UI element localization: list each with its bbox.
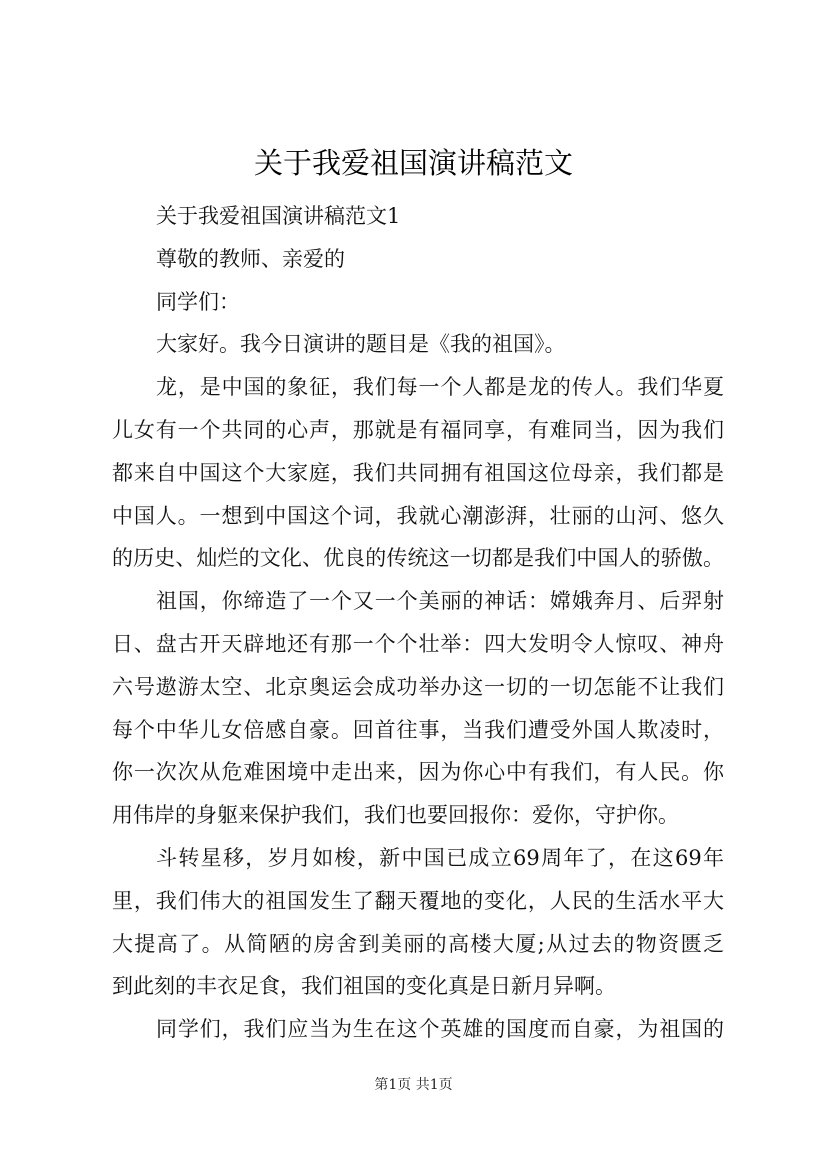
document-body [112,195,724,1051]
body-line-greeting: 大家好。我今日演讲的题目是《我的祖国》。 [156,332,566,357]
body-line: 里，我们伟大的祖国发生了翻天覆地的变化，人民的生活水平大 [112,888,724,913]
body-line: 的历史、灿烂的文化、优良的传统这一切都是我们中国人的骄傲。 [112,546,724,571]
body-line: 同学们，我们应当为生在这个英雄的国度而自豪，为祖国的 [156,1017,724,1042]
body-line: 儿女有一个共同的心声，那就是有福同享，有难同当，因为我们 [112,417,724,442]
body-line: 斗转星移，岁月如梭，新中国已成立69周年了，在这69年 [156,845,724,870]
document-title: 关于我爱祖国演讲稿范文 [253,146,573,180]
body-line-salutation: 尊敬的教师、亲爱的 [156,246,345,271]
body-line: 你一次次从危难困境中走出来，因为你心中有我们，有人民。你 [112,760,724,785]
body-line: 中国人。一想到中国这个词，我就心潮澎湃，壮丽的山河、悠久 [112,503,724,528]
body-line: 六号遨游太空、北京奥运会成功举办这一切的一切怎能不让我们 [112,674,724,699]
body-line-salutation-cont: 同学们： [156,289,240,314]
body-line: 都来自中国这个大家庭，我们共同拥有祖国这位母亲，我们都是 [112,460,724,485]
body-line: 到此刻的丰衣足食，我们祖国的变化真是日新月异啊。 [112,974,616,999]
page-footer: 第1页 共1页 [374,1077,453,1093]
body-line: 日、盘古开天辟地还有那一个个壮举：四大发明令人惊叹、神舟 [112,631,724,656]
body-line: 龙，是中国的象征，我们每一个人都是龙的传人。我们华夏 [156,375,724,400]
body-line: 用伟岸的身躯来保护我们，我们也要回报你：爱你，守护你。 [112,803,679,828]
body-line: 祖国，你缔造了一个又一个美丽的神话：嫦娥奔月、后羿射 [156,589,724,614]
body-line-subtitle: 关于我爱祖国演讲稿范文1 [156,204,401,228]
body-line: 大提高了。从简陋的房舍到美丽的高楼大厦;从过去的物资匮乏 [112,931,724,956]
body-line: 每个中华儿女倍感自豪。回首往事，当我们遭受外国人欺凌时， [112,717,724,742]
